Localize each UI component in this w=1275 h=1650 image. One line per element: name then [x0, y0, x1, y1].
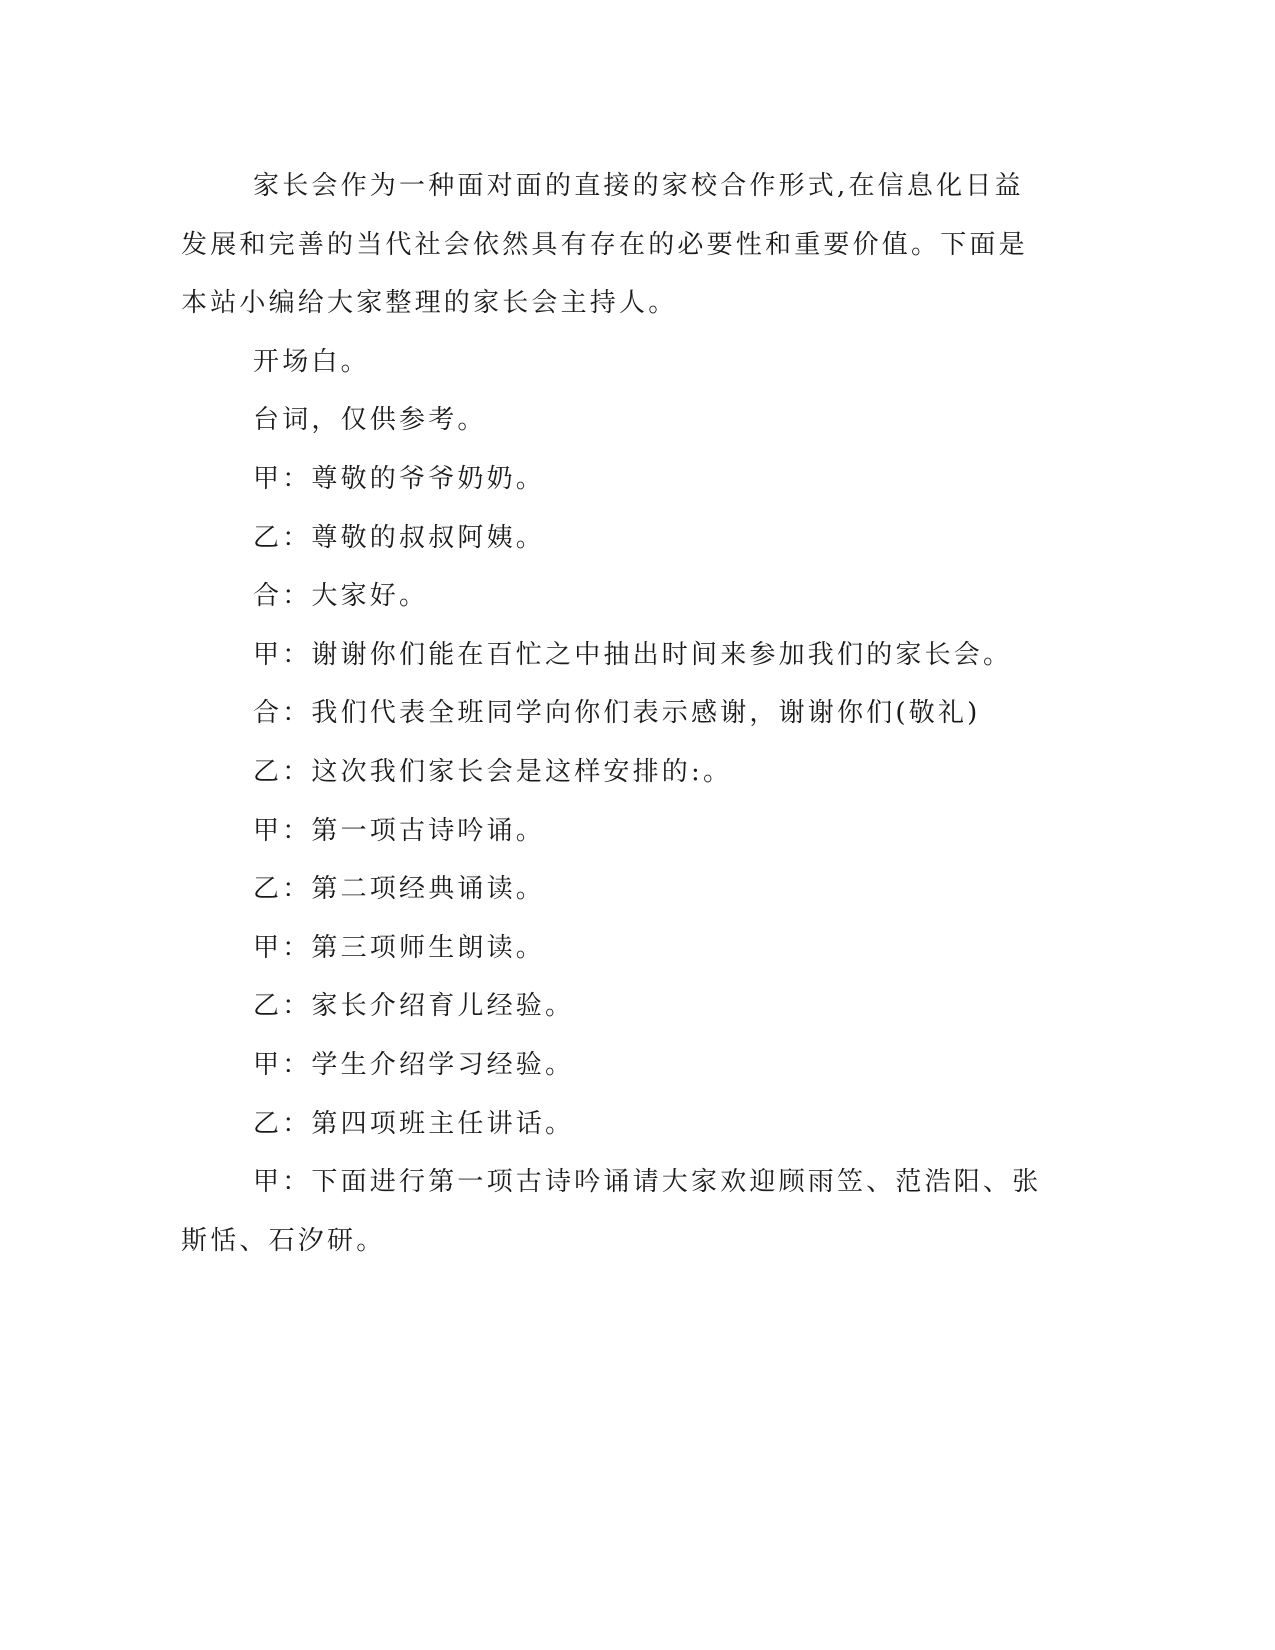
dialogue-line: 乙：第四项班主任讲话。 — [253, 1108, 575, 1139]
dialogue-line: 甲：下面进行第一项古诗吟诵请大家欢迎顾雨笠、范浩阳、张斯恬、石汐研。 — [181, 1167, 1042, 1256]
dialogue-line: 甲：尊敬的爷爷奶奶。 — [253, 463, 546, 494]
dialogue-line: 甲：谢谢你们能在百忙之中抽出时间来参加我们的家长会。 — [253, 639, 1013, 670]
opening-heading: 开场白。 — [253, 346, 370, 377]
dialogue-line: 乙：第二项经典诵读。 — [253, 874, 546, 905]
dialogue-line: 甲：学生介绍学习经验。 — [253, 1049, 575, 1080]
dialogue-line: 乙：家长介绍育儿经验。 — [253, 991, 575, 1022]
dialogue-line: 甲：第三项师生朗读。 — [253, 932, 546, 963]
intro-paragraph: 家长会作为一种面对面的直接的家校合作形式,在信息化日益发展和完善的当代社会依然具有存在的必要性和重要价值。下面是本站小编给大家整理的家长会主持人。 — [181, 171, 1028, 319]
dialogue-line: 合：大家好。 — [253, 581, 429, 612]
dialogue-line: 合：我们代表全班同学向你们表示感谢，谢谢你们(敬礼) — [253, 698, 981, 729]
dialogue-line: 乙：尊敬的叔叔阿姨。 — [253, 522, 546, 553]
document-body — [181, 157, 1081, 1270]
script-note: 台词，仅供参考。 — [253, 405, 487, 436]
dialogue-line: 甲：第一项古诗吟诵。 — [253, 815, 546, 846]
dialogue-line: 乙：这次我们家长会是这样安排的:。 — [253, 756, 733, 787]
